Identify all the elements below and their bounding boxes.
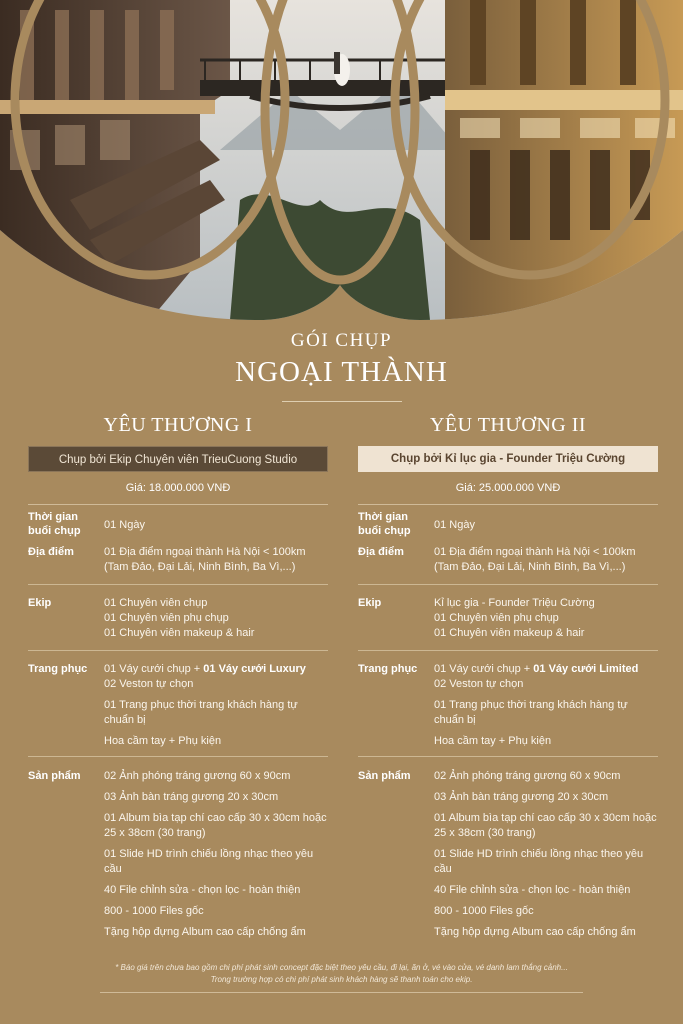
row-value-products [434,769,658,940]
crew-item: 01 Chuyên viên makeup & hair [104,627,255,639]
row-label-time: Thời gian buổi chụp [28,511,81,537]
product-item: 01 Album bìa tạp chí cao cấp 30 x 30cm hoặc 25 x 38cm (30 trang) [434,812,657,839]
row-value-time [434,518,658,533]
outfit-line-2: 02 Veston tự chọn [434,678,524,690]
crew-item: 01 Chuyên viên chụp [104,597,208,609]
package-1-header [28,414,328,505]
hero-photo [0,0,683,320]
row-divider [358,584,658,585]
product-item: 40 File chỉnh sửa - chọn lọc - hoàn thiện [434,884,631,896]
product-item: 40 File chỉnh sửa - chọn lọc - hoàn thiện [104,884,301,896]
row-divider [28,584,328,585]
row-divider [28,756,328,757]
row-divider [358,756,658,757]
outfit-line-1-prefix: 01 Váy cưới chụp + [434,663,534,675]
footnote-line-1: * Báo giá trên chưa bao gồm chi phí phát sinh concept đặc biệt theo yêu cầu, đi lại, ăn ở, vé vào cửa, vé danh lam thắng cảnh... [115,963,568,972]
product-item: 03 Ảnh bàn tráng gương 20 x 30cm [104,791,279,803]
row-label-time: Thời gian buổi chụp [358,511,411,537]
row-label-outfit: Trang phục [358,663,418,675]
outfit-line-3: 01 Trang phục thời trang khách hàng tự chuẩn bị [104,699,298,726]
crew-item: 01 Chuyên viên phụ chụp [434,612,559,624]
row-divider [28,650,328,651]
hero-illustration [0,0,683,320]
outfit-line-3: 01 Trang phục thời trang khách hàng tự chuẩn bị [434,699,628,726]
crew-item: Kỉ lục gia - Founder Triệu Cường [434,597,595,609]
row-value-time [104,518,328,533]
package-1-price-divider [28,504,328,505]
row-divider [358,650,658,651]
title-divider [282,401,402,402]
package-2-photographer-badge: Chụp bởi Kỉ lục gia - Founder Triệu Cường [358,446,658,472]
product-item: 01 Album bìa tạp chí cao cấp 30 x 30cm hoặc 25 x 38cm (30 trang) [104,812,327,839]
product-item: 01 Slide HD trình chiếu lồng nhạc theo yêu cầu [104,848,314,875]
location-value: 01 Địa điểm ngoại thành Hà Nội < 100km (Tam Đảo, Đại Lải, Ninh Bình, Ba Vì,...) [434,546,636,573]
package-1-photographer-badge: Chụp bởi Ekip Chuyên viên TrieuCuong Studio [28,446,328,472]
outfit-line-4: Hoa cầm tay + Phụ kiện [434,735,552,747]
bottom-divider [100,992,583,993]
row-value-outfit [104,662,328,749]
crew-item: 01 Chuyên viên phụ chụp [104,612,229,624]
product-item: Tặng hộp đựng Album cao cấp chống ẩm [434,926,636,938]
package-2-name: YÊU THƯƠNG II [429,414,587,436]
row-value-crew [104,596,328,641]
outfit-line-1 [434,662,658,677]
product-item: 01 Slide HD trình chiếu lồng nhạc theo yêu cầu [434,848,644,875]
row-label-products: Sản phẩm [358,770,411,782]
product-item: 800 - 1000 Files gốc [434,905,534,917]
outfit-line-1 [104,662,328,677]
location-value: 01 Địa điểm ngoại thành Hà Nội < 100km (Tam Đảo, Đại Lải, Ninh Bình, Ba Vì,...) [104,546,306,573]
page-title: NGOẠI THÀNH [235,356,448,388]
product-item: 02 Ảnh phóng tráng gương 60 x 90cm [104,770,291,782]
outfit-line-1-highlight: 01 Váy cưới Luxury [203,663,306,675]
footnote [0,962,683,986]
time-value: 01 Ngày [104,519,145,531]
row-label-crew: Ekip [358,597,382,609]
package-1-name: YÊU THƯƠNG I [103,414,253,436]
package-2-price-divider [358,504,658,505]
row-label-location: Địa điểm [358,546,404,558]
title-block [0,330,683,402]
row-value-outfit [434,662,658,749]
page-subtitle: GÓI CHỤP [290,330,393,351]
product-item: Tặng hộp đựng Album cao cấp chống ẩm [104,926,306,938]
package-2-price: Giá: 25.000.000 VNĐ [455,482,561,494]
package-1-price: Giá: 18.000.000 VNĐ [125,482,231,494]
row-label-products: Sản phẩm [28,770,81,782]
row-label-location: Địa điểm [28,546,74,558]
outfit-line-1-highlight: 01 Váy cưới Limited [533,663,639,675]
row-label-outfit: Trang phục [28,663,88,675]
row-value-location [104,545,328,575]
package-2-header [358,414,658,505]
outfit-line-4: Hoa cầm tay + Phụ kiện [104,735,222,747]
row-label-crew: Ekip [28,597,52,609]
outfit-line-2: 02 Veston tự chọn [104,678,194,690]
row-value-location [434,545,658,575]
crew-item: 01 Chuyên viên makeup & hair [434,627,585,639]
row-value-products [104,769,328,940]
footnote-line-2: Trong trường hợp có chi phí phát sinh khách hàng sẽ thanh toán cho ekip. [210,975,473,984]
product-item: 800 - 1000 Files gốc [104,905,204,917]
product-item: 02 Ảnh phóng tráng gương 60 x 90cm [434,770,621,782]
row-value-crew [434,596,658,641]
outfit-line-1-prefix: 01 Váy cưới chụp + [104,663,204,675]
product-item: 03 Ảnh bàn tráng gương 20 x 30cm [434,791,609,803]
time-value: 01 Ngày [434,519,475,531]
